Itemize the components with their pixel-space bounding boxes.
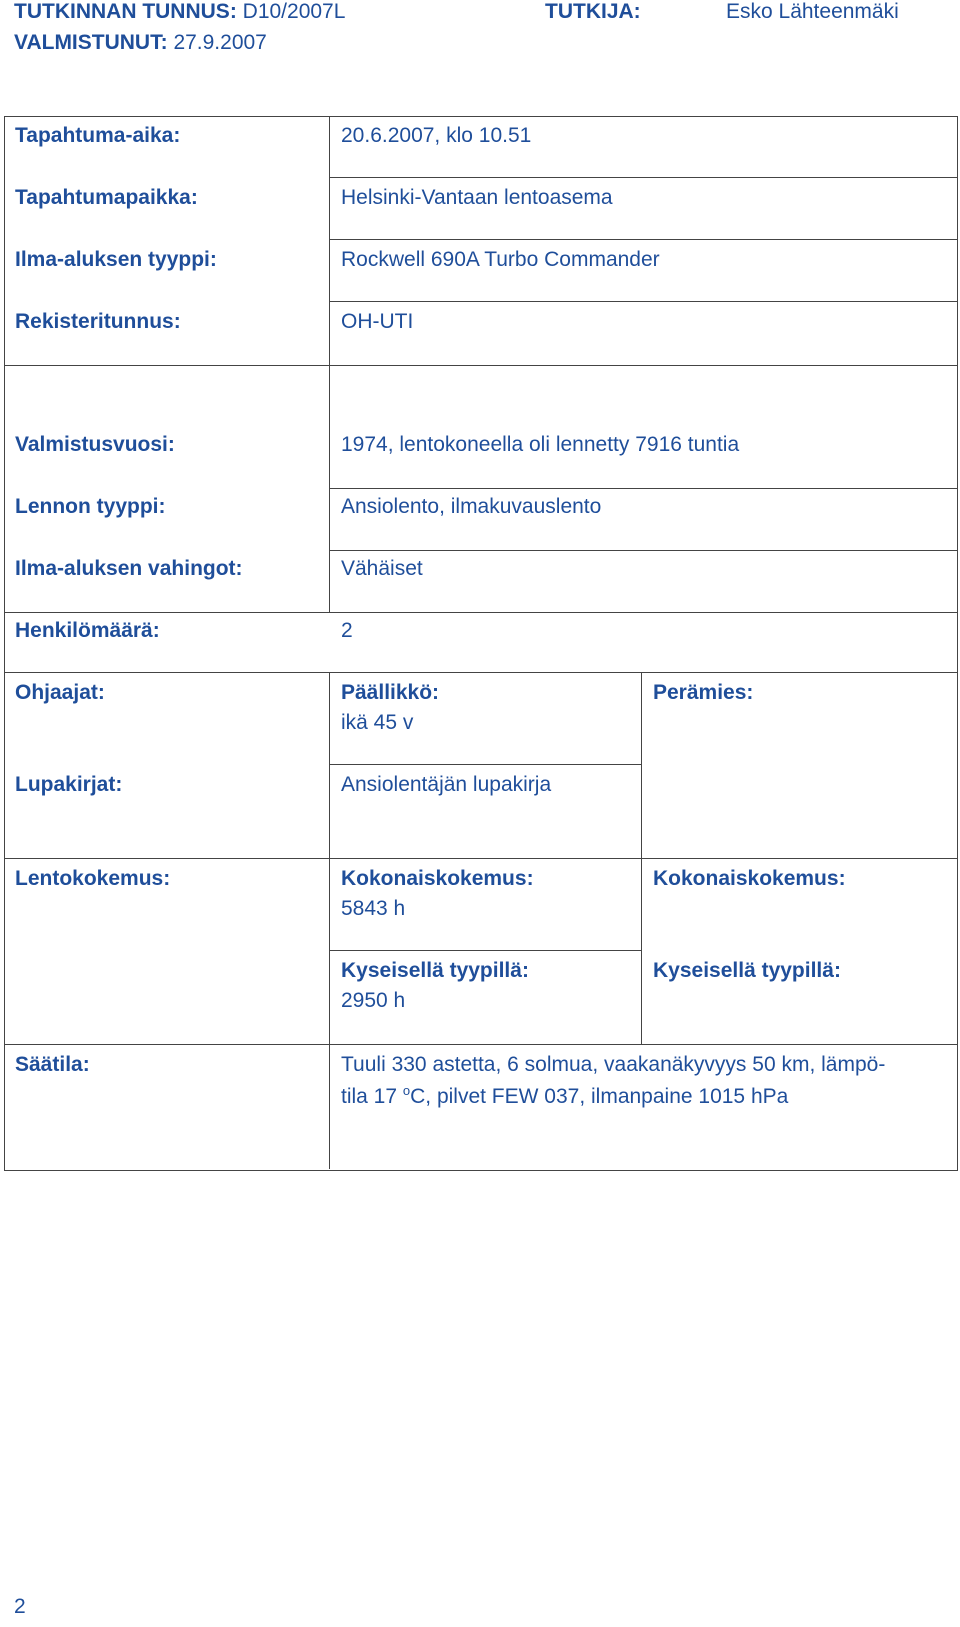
- row-divider: [5, 612, 957, 613]
- total-experience-value: 5843 h: [341, 897, 406, 920]
- row-divider: [5, 672, 957, 673]
- license-value: Ansiolentäjän lupakirja: [341, 773, 552, 796]
- copilot-label: Perämies:: [653, 681, 754, 704]
- page-number: 2: [14, 1595, 26, 1618]
- weather-label: Säätila:: [15, 1053, 90, 1076]
- licenses-label: Lupakirjat:: [15, 773, 123, 796]
- completed-value: 27.9.2007: [173, 31, 267, 54]
- row-divider: [329, 764, 641, 765]
- aircraft-type-label: Ilma-aluksen tyyppi:: [15, 248, 217, 271]
- case-id: [14, 0, 345, 24]
- time-value: 20.6.2007, klo 10.51: [341, 124, 532, 147]
- row-divider: [329, 550, 957, 551]
- registration-label: Rekisteritunnus:: [15, 310, 181, 333]
- weather-line-2b: C, pilvet FEW 037, ilmanpaine 1015 hPa: [410, 1085, 789, 1108]
- weather-line-1: Tuuli 330 astetta, 6 solmua, vaakanäkyvyys 50 km, lämpö-: [341, 1053, 886, 1076]
- details-table: [4, 366, 958, 1171]
- damage-value: Vähäiset: [341, 557, 423, 580]
- row-divider: [329, 177, 957, 178]
- aircraft-type-value: Rockwell 690A Turbo Commander: [341, 248, 660, 271]
- place-value: Helsinki-Vantaan lentoasema: [341, 186, 613, 209]
- row-divider: [329, 488, 957, 489]
- row-divider: [329, 239, 957, 240]
- column-divider: [329, 117, 330, 365]
- row-divider: [5, 1044, 957, 1045]
- incident-table: [4, 116, 958, 366]
- weather-line-2a: tila 17: [341, 1085, 403, 1108]
- place-label: Tapahtumapaikka:: [15, 186, 198, 209]
- column-divider: [329, 672, 330, 1169]
- case-id-value: D10/2007L: [242, 0, 346, 23]
- persons-value: 2: [341, 619, 353, 642]
- manufacture-year-value: 1974, lentokoneella oli lennetty 7916 tuntia: [341, 433, 740, 456]
- investigator-label: TUTKIJA:: [545, 0, 641, 23]
- registration-value: OH-UTI: [341, 310, 414, 333]
- flight-type-label: Lennon tyyppi:: [15, 495, 166, 518]
- row-divider: [329, 950, 641, 951]
- pilots-label: Ohjaajat:: [15, 681, 105, 704]
- total-experience-label: Kokonaiskokemus:: [341, 867, 534, 890]
- investigator-value: Esko Lähteenmäki: [726, 0, 899, 23]
- completed-label: VALMISTUNUT:: [14, 31, 168, 54]
- row-divider: [5, 858, 957, 859]
- completed-date: [14, 31, 267, 55]
- captain-label: Päällikkö:: [341, 681, 440, 704]
- time-label: Tapahtuma-aika:: [15, 124, 181, 147]
- copilot-total-experience-label: Kokonaiskokemus:: [653, 867, 846, 890]
- damage-label: Ilma-aluksen vahingot:: [15, 557, 243, 580]
- experience-label: Lentokokemus:: [15, 867, 171, 890]
- column-divider: [329, 366, 330, 612]
- copilot-type-experience-label: Kyseisellä tyypillä:: [653, 959, 841, 982]
- manufacture-year-label: Valmistusvuosi:: [15, 433, 175, 456]
- case-id-label: TUTKINNAN TUNNUS:: [14, 0, 237, 23]
- persons-label: Henkilömäärä:: [15, 619, 160, 642]
- type-experience-value: 2950 h: [341, 989, 406, 1012]
- weather-line-2: [341, 1082, 788, 1112]
- degree-symbol: o: [402, 1083, 411, 1098]
- flight-type-value: Ansiolento, ilmakuvauslento: [341, 495, 602, 518]
- type-experience-label: Kyseisellä tyypillä:: [341, 959, 529, 982]
- captain-age: ikä 45 v: [341, 711, 414, 734]
- row-divider: [329, 301, 957, 302]
